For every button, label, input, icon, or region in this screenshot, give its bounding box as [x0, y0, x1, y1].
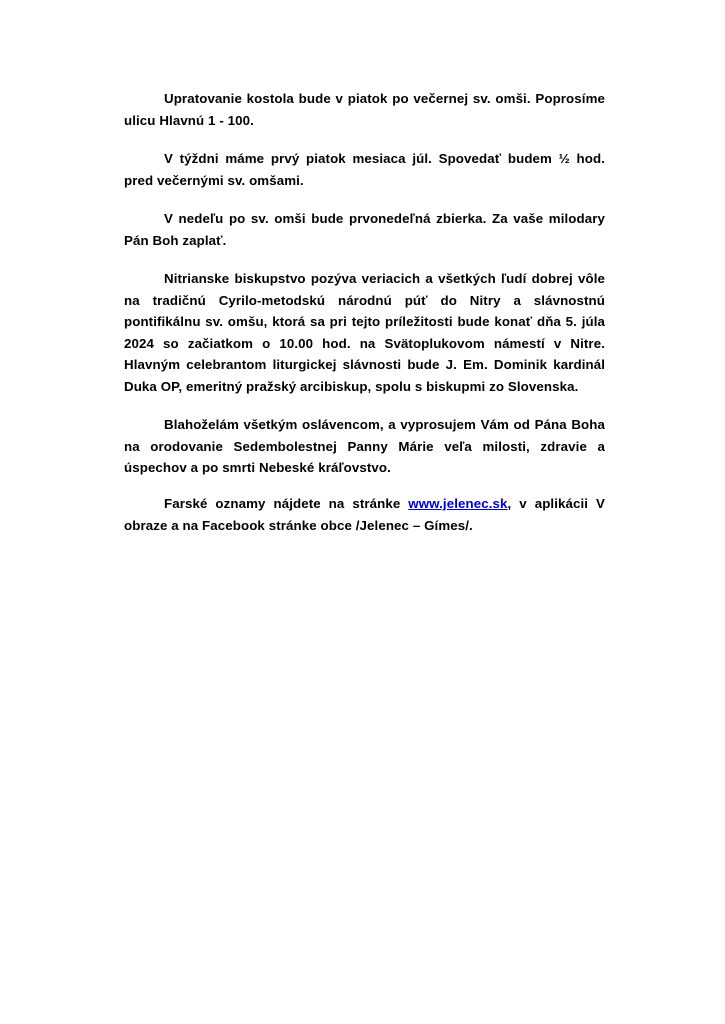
paragraph-text-after-link: , v aplikácii V obraze a na Facebook stránke obce /Jelenec – Gímes/. — [124, 495, 605, 533]
paragraph-first-friday — [124, 148, 605, 191]
paragraph-text: V týždni máme prvý piatok mesiaca júl. Spovedať budem ½ hod. pred večernými sv. omšami. — [124, 151, 605, 188]
paragraph-text-before-link: Farské oznamy nájdete na stránke — [164, 495, 409, 511]
paragraph-announcements-link — [124, 493, 605, 536]
paragraph-text: Nitrianske biskupstvo pozýva veriacich a všetkých ľudí dobrej vôle na tradičnú Cyrilo-metodskú národnú púť do Nitry a slávnostnú pontifikálnu sv. omšu, ktorá sa pri tejto príležitosti bude konať dňa 5. júla 2024 so začiatkom o 10.00 hod. na Svätoplukovom námestí v Nitre. Hlavným celebrantom liturgickej slávnosti bude J. Em. Dominik kardinál Duka OP, emeritný pražský arcibiskup, spolu s biskupmi zo Slovenska. — [124, 271, 605, 394]
paragraph-text: V nedeľu po sv. omši bude prvonedeľná zbierka. Za vaše milodary Pán Boh zaplať. — [124, 211, 605, 248]
paragraph-collection — [124, 208, 605, 251]
paragraph-congratulations — [124, 414, 605, 479]
paragraph-text: Upratovanie kostola bude v piatok po večernej sv. omši. Poprosíme ulicu Hlavnú 1 - 100. — [124, 91, 605, 128]
document-body — [124, 88, 605, 536]
website-link[interactable]: www.jelenec.sk — [408, 495, 508, 511]
paragraph-text: Blahoželám všetkým oslávencom, a vyprosujem Vám od Pána Boha na orodovanie Sedembolestnej Panny Márie veľa milosti, zdravie a úspechov a po smrti Nebeské kráľovstvo. — [124, 417, 605, 476]
paragraph-cleaning-notice — [124, 88, 605, 131]
paragraph-pilgrimage — [124, 268, 605, 397]
